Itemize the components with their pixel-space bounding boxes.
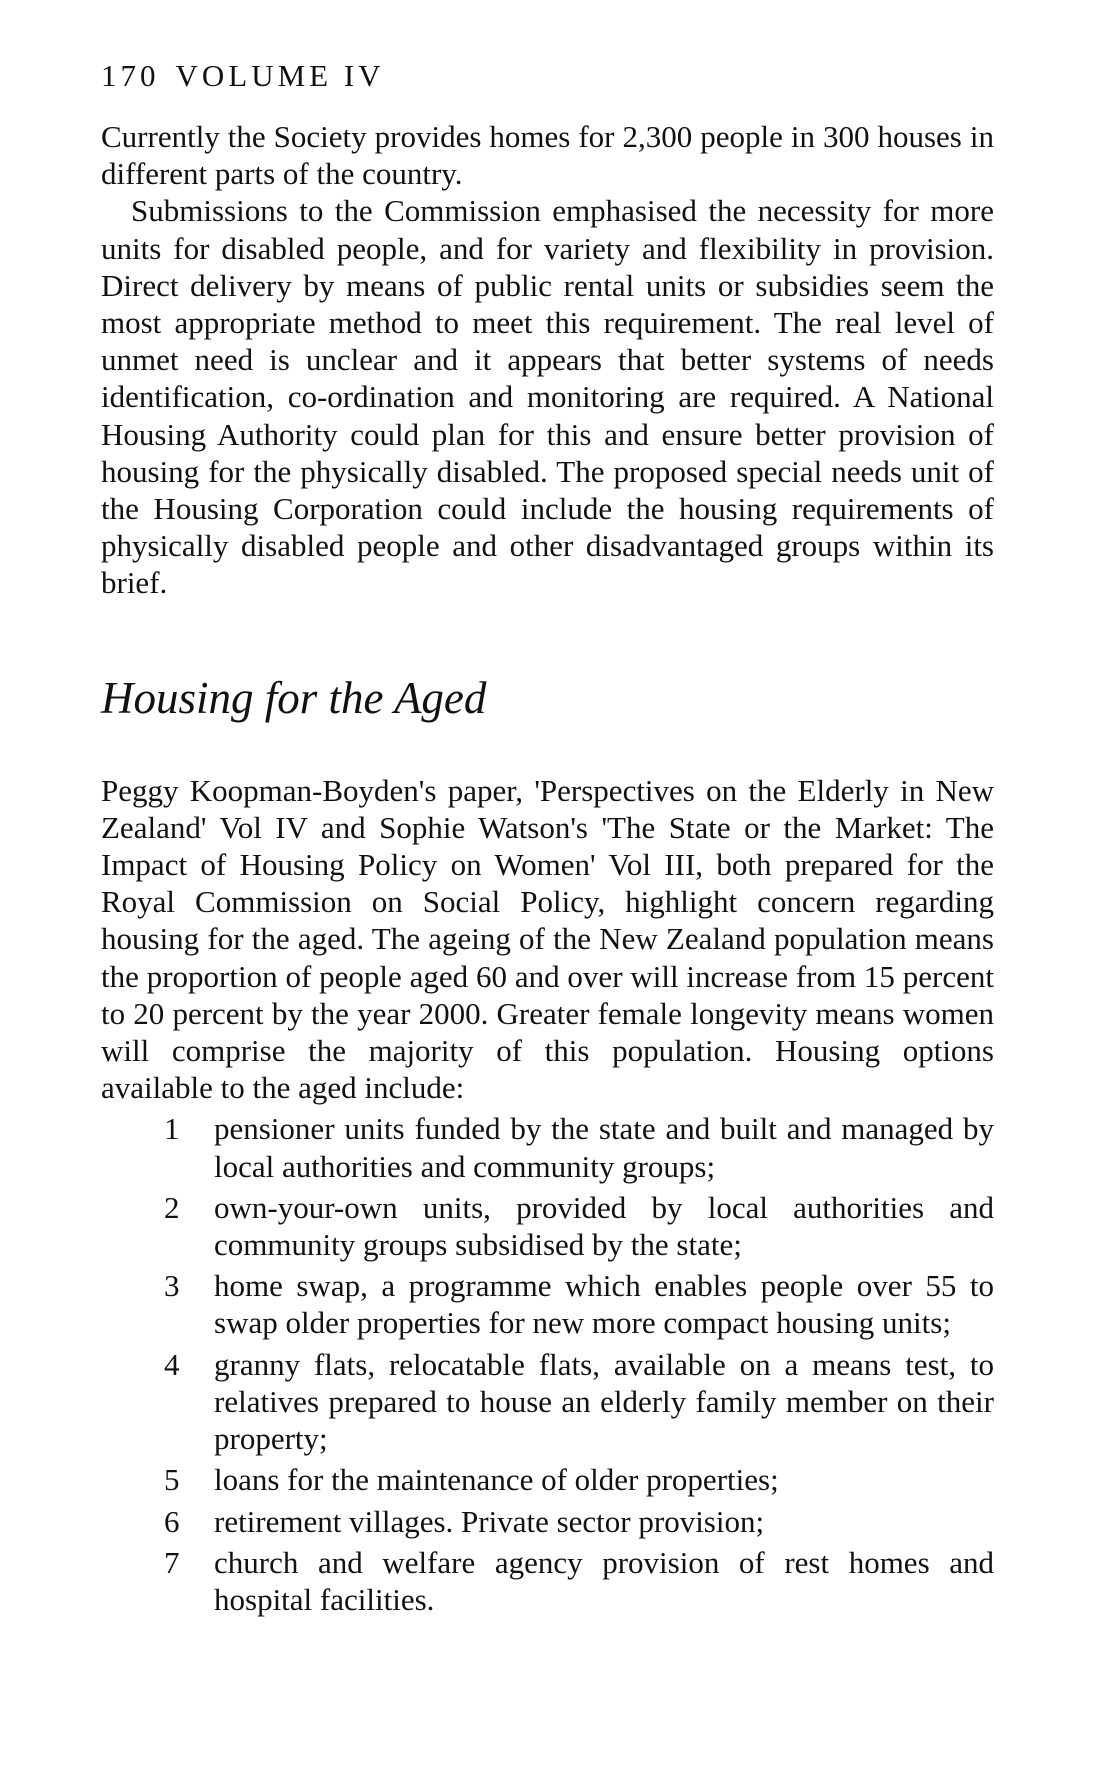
- intro-paragraph-2: Submissions to the Commission emphasised the necessity for more units for disabled people, and for variety and flexibility in provision. Direct delivery by means of public rental units or subsidies seem the most appropriate method to meet this requirement. The real level of unmet need is unclear and it appears that better systems of needs identification, co-ordination and monitoring are required. A National Housing Authority could plan for this and ensure better provision of housing for the physically disabled. The proposed special needs unit of the Housing Corporation could include the housing requirements of physically disabled people and other disadvantaged groups within its brief.: [101, 193, 994, 601]
- section-heading: Housing for the Aged: [101, 672, 487, 723]
- list-item-number: 3: [164, 1268, 180, 1304]
- list-item-number: 7: [164, 1544, 180, 1580]
- list-item: [101, 1346, 994, 1458]
- list-item: [101, 1110, 994, 1184]
- list-item: [101, 1461, 994, 1498]
- section-paragraph: Peggy Koopman-Boyden's paper, 'Perspectives on the Elderly in New Zealand' Vol IV and Sophie Watson's 'The State or the Market: The Impact of Housing Policy on Women' Vol III, both prepared for the Royal Commission on Social Policy, highlight concern regarding housing for the aged. The ageing of the New Zealand population means the proportion of people aged 60 and over will increase from 15 percent to 20 percent by the year 2000. Greater female longevity means women will comprise the majority of this population. Housing options available to the aged include:: [101, 772, 994, 1106]
- document-page: [101, 58, 994, 1618]
- list-item-number: 6: [164, 1503, 180, 1539]
- list-item-text: church and welfare agency provision of rest homes and hospital facilities.: [214, 1544, 994, 1617]
- volume-label: VOLUME IV: [175, 58, 385, 93]
- list-item-number: 4: [164, 1346, 180, 1382]
- list-item: [101, 1544, 994, 1618]
- list-item-text: pensioner units funded by the state and built and managed by local authorities and community groups;: [214, 1111, 994, 1184]
- list-item: [101, 1503, 994, 1540]
- list-item-text: loans for the maintenance of older properties;: [214, 1462, 779, 1498]
- list-item-number: 2: [164, 1189, 180, 1225]
- page-number: 170: [101, 58, 160, 93]
- intro-paragraph-1: Currently the Society provides homes for 2,300 people in 300 houses in different parts of the country.: [101, 119, 994, 192]
- list-item-text: granny flats, relocatable flats, available on a means test, to relatives prepared to house an elderly family member on their property;: [214, 1346, 994, 1457]
- list-item-text: retirement villages. Private sector provision;: [214, 1503, 765, 1539]
- list-item-number: 5: [164, 1462, 180, 1498]
- list-item: [101, 1189, 994, 1263]
- housing-options-list: [101, 1110, 994, 1618]
- list-item-text: own-your-own units, provided by local authorities and community groups subsidised by the state;: [214, 1189, 994, 1263]
- list-item-number: 1: [164, 1111, 180, 1147]
- list-item: [101, 1267, 994, 1341]
- list-item-text: home swap, a programme which enables people over 55 to swap older properties for new more compact housing units;: [214, 1268, 994, 1341]
- running-head: [101, 58, 994, 94]
